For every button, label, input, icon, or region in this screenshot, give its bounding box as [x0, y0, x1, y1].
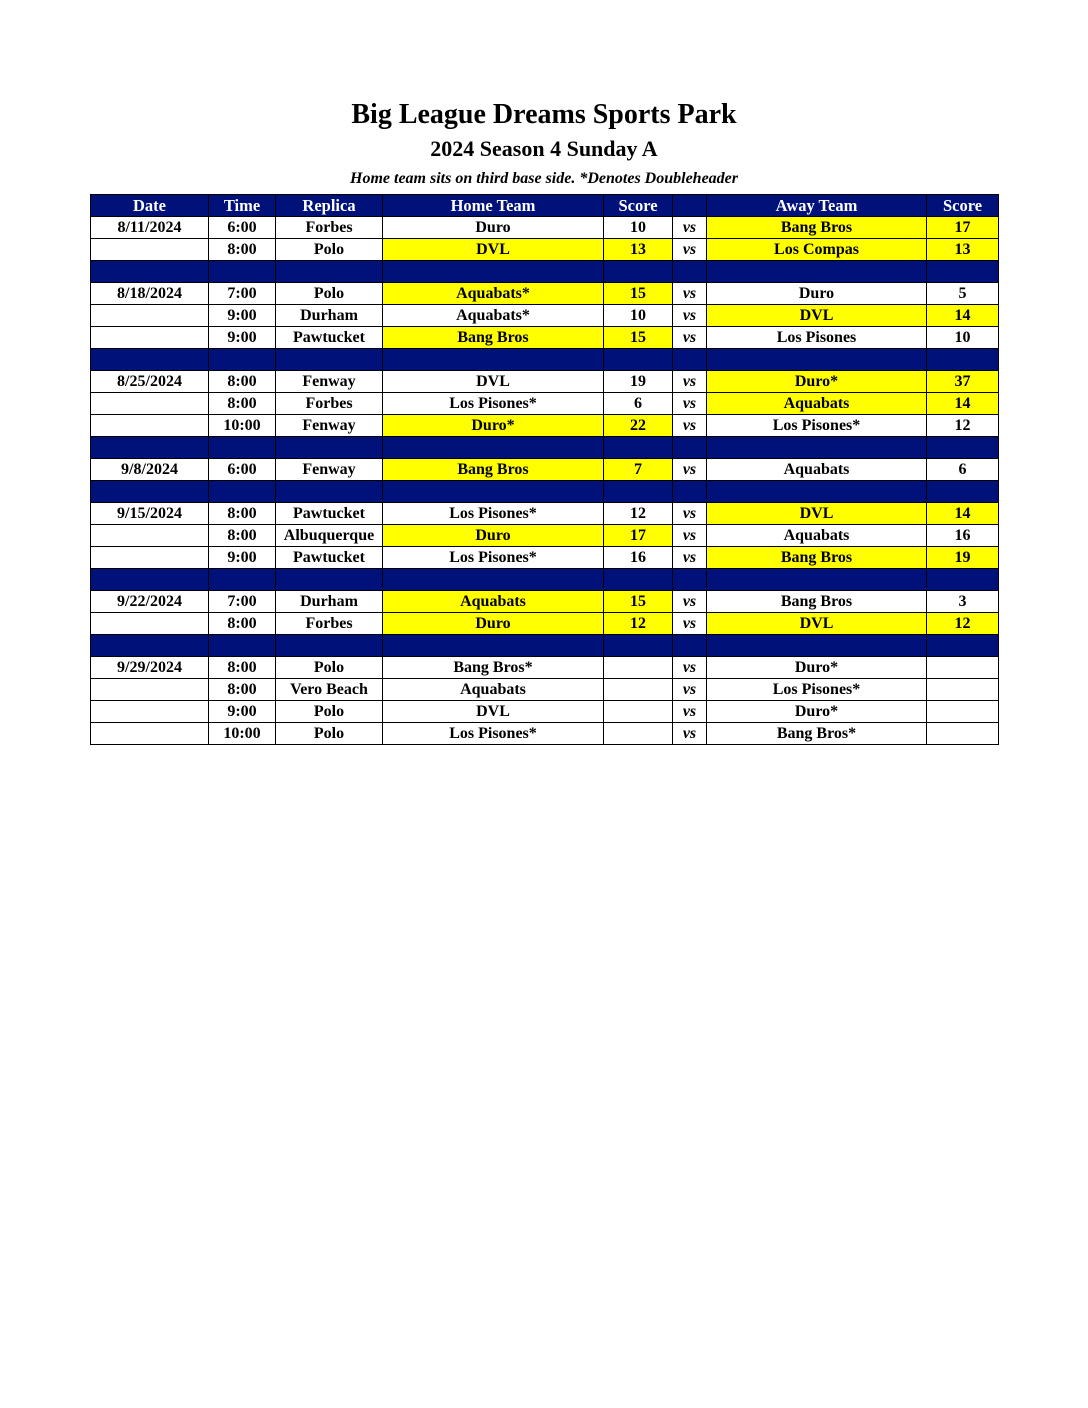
- time-cell: 8:00: [209, 657, 276, 679]
- away-score-cell: 17: [927, 217, 999, 239]
- home-team-cell: Aquabats*: [383, 283, 604, 305]
- vs-cell: vs: [673, 239, 707, 261]
- separator-cell: [91, 437, 209, 459]
- date-cell: [91, 305, 209, 327]
- vs-cell: vs: [673, 393, 707, 415]
- away-score-cell: 12: [927, 415, 999, 437]
- home-score-cell: 13: [604, 239, 673, 261]
- separator-cell: [91, 635, 209, 657]
- separator-cell: [91, 261, 209, 283]
- separator-cell: [927, 569, 999, 591]
- separator-cell: [383, 569, 604, 591]
- separator-cell: [91, 569, 209, 591]
- col-header-away-score: Score: [927, 195, 999, 217]
- home-score-cell: 12: [604, 503, 673, 525]
- away-team-cell: Los Pisones*: [707, 679, 927, 701]
- away-score-cell: 5: [927, 283, 999, 305]
- home-team-cell: Duro: [383, 525, 604, 547]
- separator-cell: [707, 261, 927, 283]
- away-score-cell: 12: [927, 613, 999, 635]
- home-team-cell: Bang Bros*: [383, 657, 604, 679]
- time-cell: 6:00: [209, 217, 276, 239]
- separator-cell: [209, 261, 276, 283]
- away-score-cell: [927, 657, 999, 679]
- date-cell: [91, 327, 209, 349]
- separator-cell: [927, 437, 999, 459]
- away-team-cell: Bang Bros: [707, 547, 927, 569]
- replica-cell: Vero Beach: [276, 679, 383, 701]
- col-header-vs: [673, 195, 707, 217]
- separator-cell: [927, 261, 999, 283]
- home-score-cell: 10: [604, 217, 673, 239]
- game-row: [91, 305, 999, 327]
- page-title: Big League Dreams Sports Park: [351, 99, 737, 130]
- time-cell: 8:00: [209, 613, 276, 635]
- time-cell: 9:00: [209, 327, 276, 349]
- separator-cell: [276, 569, 383, 591]
- home-score-cell: 22: [604, 415, 673, 437]
- replica-cell: Durham: [276, 591, 383, 613]
- separator-cell: [927, 481, 999, 503]
- away-team-cell: Bang Bros: [707, 217, 927, 239]
- away-team-cell: Duro*: [707, 701, 927, 723]
- game-row: [91, 613, 999, 635]
- game-row: [91, 591, 999, 613]
- away-team-cell: DVL: [707, 305, 927, 327]
- time-cell: 8:00: [209, 371, 276, 393]
- replica-cell: Polo: [276, 723, 383, 745]
- separator-cell: [209, 349, 276, 371]
- vs-cell: vs: [673, 459, 707, 481]
- separator-cell: [276, 261, 383, 283]
- game-row: [91, 371, 999, 393]
- separator-cell: [604, 437, 673, 459]
- separator-cell: [707, 569, 927, 591]
- home-score-cell: [604, 679, 673, 701]
- separator-cell: [927, 635, 999, 657]
- vs-cell: vs: [673, 547, 707, 569]
- time-cell: 9:00: [209, 305, 276, 327]
- home-score-cell: 6: [604, 393, 673, 415]
- separator-row: [91, 569, 999, 591]
- home-team-cell: DVL: [383, 701, 604, 723]
- separator-cell: [276, 635, 383, 657]
- separator-cell: [673, 261, 707, 283]
- separator-cell: [209, 481, 276, 503]
- separator-cell: [604, 481, 673, 503]
- away-score-cell: 37: [927, 371, 999, 393]
- home-team-cell: DVL: [383, 239, 604, 261]
- col-header-away-team: Away Team: [707, 195, 927, 217]
- col-header-replica: Replica: [276, 195, 383, 217]
- home-team-cell: Aquabats: [383, 679, 604, 701]
- away-score-cell: 14: [927, 305, 999, 327]
- time-cell: 10:00: [209, 415, 276, 437]
- time-cell: 8:00: [209, 503, 276, 525]
- game-row: [91, 459, 999, 481]
- vs-cell: vs: [673, 217, 707, 239]
- date-cell: 9/15/2024: [91, 503, 209, 525]
- separator-cell: [383, 437, 604, 459]
- away-team-cell: Bang Bros: [707, 591, 927, 613]
- away-score-cell: 13: [927, 239, 999, 261]
- away-team-cell: Duro*: [707, 371, 927, 393]
- game-row: [91, 239, 999, 261]
- date-cell: 9/29/2024: [91, 657, 209, 679]
- date-cell: 9/8/2024: [91, 459, 209, 481]
- separator-row: [91, 349, 999, 371]
- away-team-cell: Duro: [707, 283, 927, 305]
- separator-cell: [927, 349, 999, 371]
- home-team-cell: Los Pisones*: [383, 503, 604, 525]
- home-score-cell: 15: [604, 283, 673, 305]
- date-cell: 8/11/2024: [91, 217, 209, 239]
- separator-cell: [707, 635, 927, 657]
- away-score-cell: [927, 679, 999, 701]
- replica-cell: Fenway: [276, 371, 383, 393]
- col-header-home-score: Score: [604, 195, 673, 217]
- away-score-cell: 19: [927, 547, 999, 569]
- game-row: [91, 393, 999, 415]
- away-team-cell: Los Compas: [707, 239, 927, 261]
- page-subtitle: 2024 Season 4 Sunday A: [430, 136, 658, 161]
- separator-cell: [673, 481, 707, 503]
- doubleheader-note: Home team sits on third base side. *Denotes Doubleheader: [350, 170, 738, 187]
- separator-cell: [673, 349, 707, 371]
- home-team-cell: Los Pisones*: [383, 547, 604, 569]
- game-row: [91, 283, 999, 305]
- home-score-cell: 17: [604, 525, 673, 547]
- time-cell: 7:00: [209, 591, 276, 613]
- game-row: [91, 525, 999, 547]
- date-cell: [91, 679, 209, 701]
- away-score-cell: 14: [927, 503, 999, 525]
- game-row: [91, 679, 999, 701]
- home-team-cell: Aquabats*: [383, 305, 604, 327]
- separator-cell: [673, 635, 707, 657]
- replica-cell: Forbes: [276, 393, 383, 415]
- replica-cell: Forbes: [276, 217, 383, 239]
- separator-cell: [673, 569, 707, 591]
- game-row: [91, 503, 999, 525]
- separator-row: [91, 437, 999, 459]
- home-team-cell: Bang Bros: [383, 459, 604, 481]
- col-header-home-team: Home Team: [383, 195, 604, 217]
- time-cell: 8:00: [209, 679, 276, 701]
- time-cell: 9:00: [209, 547, 276, 569]
- time-cell: 10:00: [209, 723, 276, 745]
- replica-cell: Pawtucket: [276, 327, 383, 349]
- home-team-cell: Duro: [383, 613, 604, 635]
- replica-cell: Fenway: [276, 415, 383, 437]
- game-row: [91, 657, 999, 679]
- away-score-cell: 14: [927, 393, 999, 415]
- time-cell: 7:00: [209, 283, 276, 305]
- separator-cell: [383, 635, 604, 657]
- separator-cell: [276, 349, 383, 371]
- replica-cell: Durham: [276, 305, 383, 327]
- separator-cell: [604, 635, 673, 657]
- replica-cell: Polo: [276, 701, 383, 723]
- vs-cell: vs: [673, 613, 707, 635]
- date-cell: [91, 525, 209, 547]
- separator-cell: [707, 481, 927, 503]
- away-team-cell: Aquabats: [707, 459, 927, 481]
- date-cell: 8/18/2024: [91, 283, 209, 305]
- away-score-cell: 6: [927, 459, 999, 481]
- vs-cell: vs: [673, 679, 707, 701]
- separator-cell: [209, 569, 276, 591]
- date-cell: [91, 613, 209, 635]
- away-score-cell: 16: [927, 525, 999, 547]
- vs-cell: vs: [673, 503, 707, 525]
- game-row: [91, 701, 999, 723]
- home-score-cell: 15: [604, 327, 673, 349]
- schedule-table: [90, 194, 999, 745]
- separator-cell: [383, 481, 604, 503]
- date-cell: 9/22/2024: [91, 591, 209, 613]
- vs-cell: vs: [673, 591, 707, 613]
- vs-cell: vs: [673, 371, 707, 393]
- replica-cell: Polo: [276, 657, 383, 679]
- separator-cell: [91, 481, 209, 503]
- separator-cell: [209, 437, 276, 459]
- separator-row: [91, 261, 999, 283]
- separator-cell: [707, 349, 927, 371]
- home-team-cell: Duro: [383, 217, 604, 239]
- date-cell: [91, 701, 209, 723]
- time-cell: 9:00: [209, 701, 276, 723]
- separator-cell: [604, 569, 673, 591]
- date-cell: [91, 547, 209, 569]
- away-team-cell: Los Pisones: [707, 327, 927, 349]
- vs-cell: vs: [673, 415, 707, 437]
- col-header-date: Date: [91, 195, 209, 217]
- separator-row: [91, 481, 999, 503]
- away-team-cell: DVL: [707, 503, 927, 525]
- home-team-cell: Aquabats: [383, 591, 604, 613]
- separator-cell: [383, 349, 604, 371]
- home-score-cell: 12: [604, 613, 673, 635]
- separator-cell: [209, 635, 276, 657]
- away-team-cell: Duro*: [707, 657, 927, 679]
- home-score-cell: 15: [604, 591, 673, 613]
- vs-cell: vs: [673, 327, 707, 349]
- date-cell: [91, 723, 209, 745]
- vs-cell: vs: [673, 701, 707, 723]
- replica-cell: Pawtucket: [276, 547, 383, 569]
- vs-cell: vs: [673, 723, 707, 745]
- replica-cell: Polo: [276, 239, 383, 261]
- away-team-cell: Bang Bros*: [707, 723, 927, 745]
- vs-cell: vs: [673, 657, 707, 679]
- game-row: [91, 547, 999, 569]
- separator-row: [91, 635, 999, 657]
- replica-cell: Pawtucket: [276, 503, 383, 525]
- vs-cell: vs: [673, 305, 707, 327]
- separator-cell: [604, 261, 673, 283]
- home-score-cell: 19: [604, 371, 673, 393]
- replica-cell: Fenway: [276, 459, 383, 481]
- home-team-cell: Los Pisones*: [383, 393, 604, 415]
- time-cell: 8:00: [209, 525, 276, 547]
- game-row: [91, 415, 999, 437]
- separator-cell: [383, 261, 604, 283]
- separator-cell: [276, 437, 383, 459]
- date-cell: [91, 239, 209, 261]
- home-score-cell: [604, 701, 673, 723]
- away-score-cell: [927, 723, 999, 745]
- away-team-cell: Aquabats: [707, 525, 927, 547]
- vs-cell: vs: [673, 283, 707, 305]
- replica-cell: Albuquerque: [276, 525, 383, 547]
- game-row: [91, 723, 999, 745]
- away-score-cell: [927, 701, 999, 723]
- separator-cell: [707, 437, 927, 459]
- away-team-cell: DVL: [707, 613, 927, 635]
- replica-cell: Forbes: [276, 613, 383, 635]
- away-score-cell: 3: [927, 591, 999, 613]
- home-team-cell: Duro*: [383, 415, 604, 437]
- game-row: [91, 217, 999, 239]
- date-cell: 8/25/2024: [91, 371, 209, 393]
- home-team-cell: DVL: [383, 371, 604, 393]
- home-team-cell: Los Pisones*: [383, 723, 604, 745]
- home-score-cell: 7: [604, 459, 673, 481]
- separator-cell: [604, 349, 673, 371]
- home-team-cell: Bang Bros: [383, 327, 604, 349]
- home-score-cell: 16: [604, 547, 673, 569]
- separator-cell: [673, 437, 707, 459]
- time-cell: 6:00: [209, 459, 276, 481]
- home-score-cell: 10: [604, 305, 673, 327]
- home-score-cell: [604, 723, 673, 745]
- time-cell: 8:00: [209, 393, 276, 415]
- date-cell: [91, 393, 209, 415]
- away-team-cell: Los Pisones*: [707, 415, 927, 437]
- time-cell: 8:00: [209, 239, 276, 261]
- home-score-cell: [604, 657, 673, 679]
- col-header-time: Time: [209, 195, 276, 217]
- separator-cell: [91, 349, 209, 371]
- replica-cell: Polo: [276, 283, 383, 305]
- date-cell: [91, 415, 209, 437]
- vs-cell: vs: [673, 525, 707, 547]
- game-row: [91, 327, 999, 349]
- away-score-cell: 10: [927, 327, 999, 349]
- schedule-body: [91, 217, 999, 745]
- away-team-cell: Aquabats: [707, 393, 927, 415]
- header-row: [91, 195, 999, 217]
- separator-cell: [276, 481, 383, 503]
